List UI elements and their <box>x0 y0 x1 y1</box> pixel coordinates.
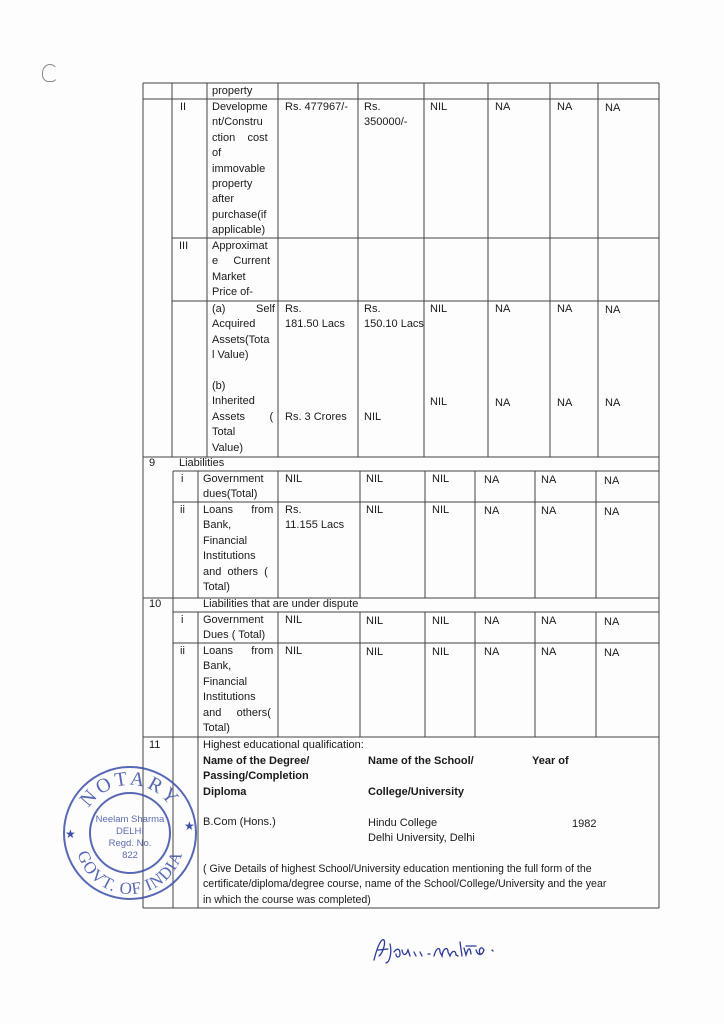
stamp-name: Neelam Sharma <box>95 814 165 825</box>
self-acquired-dep1: NIL <box>430 303 448 315</box>
development-cost-spouse: Rs. 350000/- <box>364 101 408 129</box>
development-cost-dep1: NIL <box>430 101 448 113</box>
school-header-1: Name of the School/ <box>368 755 474 767</box>
year-value: 1982 <box>572 818 597 830</box>
section-10-title: Liabilities that are under dispute <box>203 598 359 610</box>
disputed-loans-spouse: NIL <box>366 646 384 658</box>
school-value: Hindu College Delhi University, Delhi <box>368 817 475 845</box>
row-roman-ii: II <box>180 101 187 113</box>
self-acquired-label: (a) Self Acquired Assets(Tota l Value) <box>212 303 275 362</box>
handwritten-signature <box>370 934 520 964</box>
disputed-govt-dues-dep1: NIL <box>432 615 450 627</box>
loans-dep2: NA <box>484 505 500 517</box>
stamp-number: 822 <box>122 850 138 861</box>
section-11-number: 11 <box>149 739 161 751</box>
govt-dues-spouse: NIL <box>366 473 384 485</box>
section-11-title: Highest educational qualification: <box>203 739 364 751</box>
disputed-govt-dues-label: Government Dues ( Total) <box>203 614 266 642</box>
disputed-loans-dep3: NA <box>541 646 557 658</box>
development-cost-huf: NA <box>605 102 621 114</box>
inherited-label: (b) Inherited Assets ( Total Value) <box>212 380 274 454</box>
self-acquired-self: Rs. 181.50 Lacs <box>285 303 345 331</box>
govt-dues-label: Government dues(Total) <box>203 473 264 501</box>
development-cost-self: Rs. 477967/- <box>285 101 348 113</box>
disputed-govt-dues-dep3: NA <box>541 615 557 627</box>
stamp-star-right: ★ <box>184 819 195 833</box>
inherited-spouse: NIL <box>364 411 382 423</box>
loans-dep1: NIL <box>432 504 450 516</box>
stamp-regd: Regd. No. <box>108 838 152 849</box>
govt-dues-dep3: NA <box>541 474 557 486</box>
loans-self: Rs. 11.155 Lacs <box>285 504 345 532</box>
disputed-loans-dep2: NA <box>484 646 500 658</box>
school-header-2: College/University <box>368 786 464 798</box>
self-acquired-dep2: NA <box>495 303 511 315</box>
row-roman-9-ii: ii <box>180 504 185 516</box>
inherited-self: Rs. 3 Crores <box>285 411 347 423</box>
row-roman-iii: III <box>179 240 189 252</box>
development-cost-label: Developme nt/Constru ction cost of immovable property after purchase(if applicable) <box>212 101 268 237</box>
section-10-number: 10 <box>149 598 162 610</box>
govt-dues-dep2: NA <box>484 474 500 486</box>
loans-dep3: NA <box>541 505 557 517</box>
row-roman-9-i: i <box>181 473 184 485</box>
loans-label: Loans from Bank, Financial Institutions and others ( Total) <box>203 504 274 594</box>
development-cost-dep3: NA <box>557 101 573 113</box>
inherited-dep1: NIL <box>430 396 448 408</box>
svg-text:NOTARY <box>75 767 184 811</box>
loans-huf: NA <box>604 506 620 518</box>
disputed-govt-dues-self: NIL <box>285 614 303 626</box>
inherited-huf: NA <box>605 397 621 409</box>
year-header: Year of <box>532 755 569 767</box>
self-acquired-spouse: Rs. 150.10 Lacs <box>364 303 424 331</box>
disputed-loans-label: Loans from Bank, Financial Institutions and others( Total) <box>203 645 274 735</box>
stamp-star-left: ★ <box>65 827 76 841</box>
degree-header: Name of the Degree/ Passing/Completion Diploma <box>203 755 310 798</box>
market-price-label: Approximat e Current Market Price of- <box>212 240 271 299</box>
self-acquired-huf: NA <box>605 304 621 316</box>
inherited-dep3: NA <box>557 397 573 409</box>
disputed-govt-dues-huf: NA <box>604 616 620 628</box>
inherited-dep2: NA <box>495 397 511 409</box>
section-9-number: 9 <box>149 457 156 469</box>
section-9-title: Liabilities <box>179 457 225 469</box>
govt-dues-self: NIL <box>285 473 303 485</box>
degree-value: B.Com (Hons.) <box>203 816 276 828</box>
development-cost-dep2: NA <box>495 101 511 113</box>
self-acquired-dep3: NA <box>557 303 573 315</box>
row-roman-10-ii: ii <box>180 645 185 657</box>
row-roman-10-i: i <box>181 614 184 626</box>
disputed-loans-huf: NA <box>604 647 620 659</box>
disputed-loans-self: NIL <box>285 645 303 657</box>
stamp-city: DELHI <box>116 826 144 837</box>
education-note: ( Give Details of highest School/University education mentioning the full form of the certificate/diploma/degree course, name of the School/College/University and the year in which the course was completed) <box>203 863 607 906</box>
disputed-loans-dep1: NIL <box>432 646 450 658</box>
stamp-govt-text: GOVT. OF INDIA <box>73 847 187 899</box>
notary-stamp <box>60 760 200 906</box>
disputed-govt-dues-spouse: NIL <box>366 615 384 627</box>
property-label-tail: property <box>212 85 253 97</box>
govt-dues-dep1: NIL <box>432 473 450 485</box>
loans-spouse: NIL <box>366 504 384 516</box>
disputed-govt-dues-dep2: NA <box>484 615 500 627</box>
govt-dues-huf: NA <box>604 475 620 487</box>
stamp-notary-text: NOTARY <box>75 767 185 812</box>
